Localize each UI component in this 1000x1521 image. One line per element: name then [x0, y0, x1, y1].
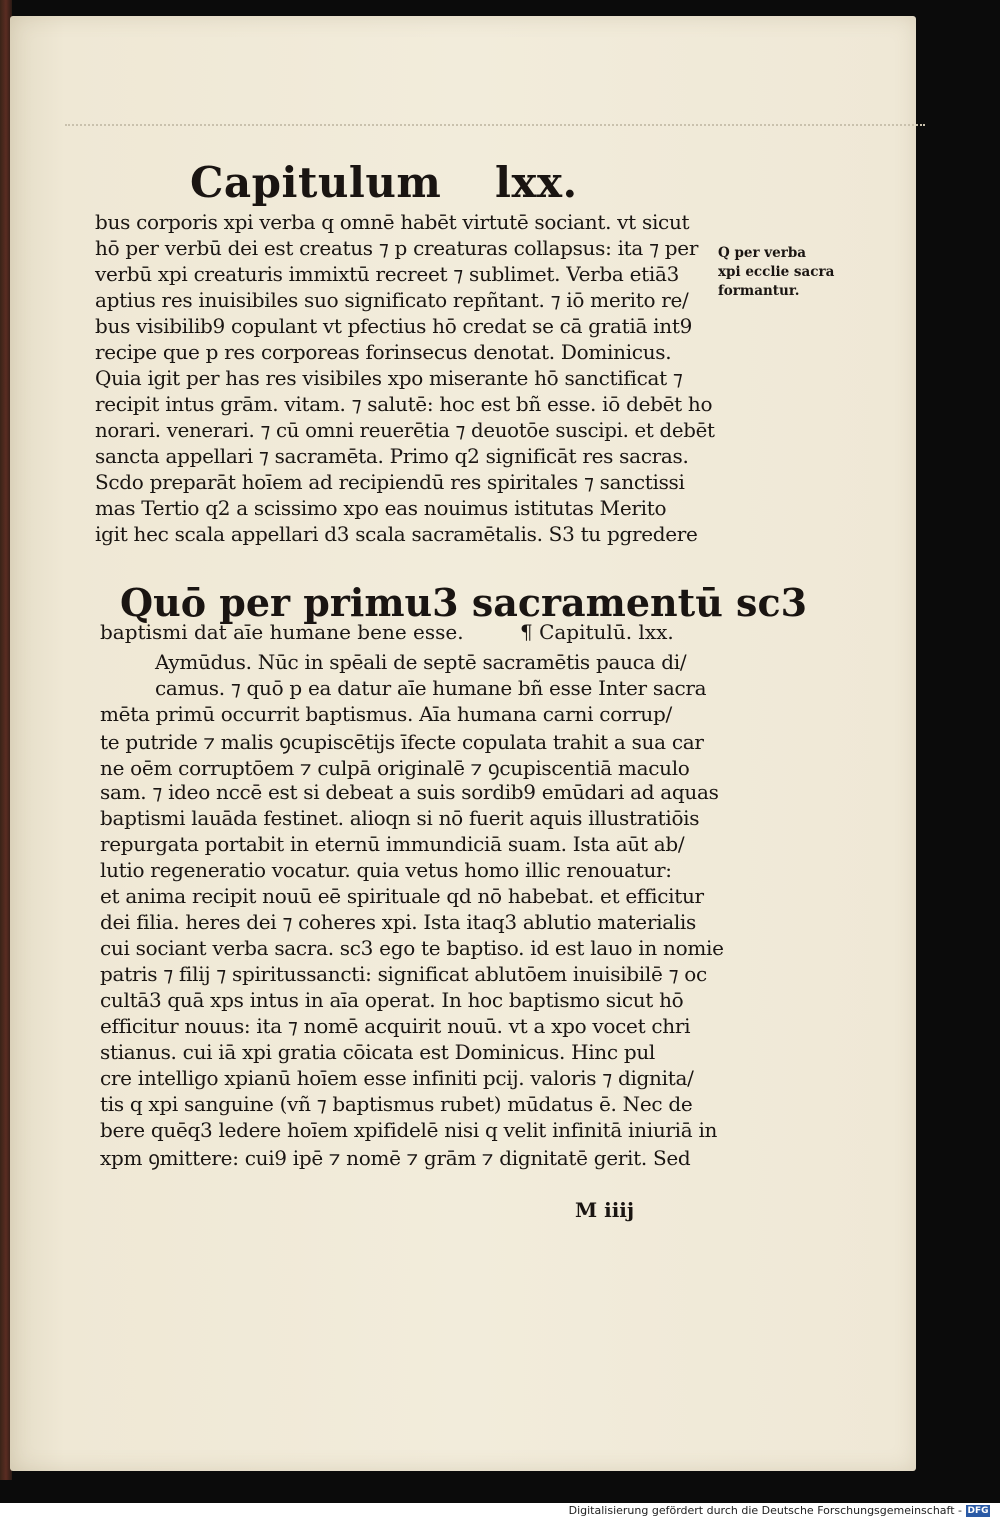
signature-mark: M iiij — [575, 1198, 635, 1222]
text-line: tis q xpi sanguine (vñ ⁊ baptismus rubet) mūdatus ē. Nec de — [100, 1092, 693, 1116]
text-line: ne oēm corruptōem ⁊ culpā originalē ⁊ ꝯcupiscentiā maculo — [100, 756, 690, 780]
text-line: norari. venerari. ⁊ cū omni reuerētia ⁊ deuotōe suscipi. et debēt — [95, 418, 715, 442]
text-line: bus visibilib9 copulant vt pfectius hō credat se cā gratiā int9 — [95, 314, 693, 338]
text-line: Quia igit per has res visibiles xpo miserante hō sanctificat ⁊ — [95, 366, 683, 390]
section-caption — [100, 620, 720, 650]
margin-note-line: formantur. — [718, 283, 800, 299]
dfg-logo[interactable]: DFG — [967, 1506, 989, 1516]
text-line: Aymūdus. Nūc in spēali de septē sacramētis pauca di/ — [155, 650, 687, 674]
text-line: bere quēq3 ledere hoīem xpifidelē nisi q velit infinitā iniuriā in — [100, 1118, 718, 1142]
text-line: baptismi lauāda festinet. alioqn si nō fuerit aquis illustratiōis — [100, 806, 700, 830]
chapter-header-word: Capitulum — [190, 158, 442, 207]
text-line: patris ⁊ filij ⁊ spiritussancti: significat ablutōem inuisibilē ⁊ oc — [100, 962, 707, 986]
text-line: mēta primū occurrit baptismus. Aīa humana carni corrup/ — [100, 702, 672, 726]
text-line: stianus. cui iā xpi gratia cōicata est Dominicus. Hinc pul — [100, 1040, 656, 1064]
text-line: cui sociant verba sacra. sc3 ego te baptiso. id est lauo in nomie — [100, 936, 724, 960]
caption-text: baptismi dat aīe humane bene esse. — [100, 620, 464, 644]
text-line: aptius res inuisibiles suo significato repñtant. ⁊ iō merito re/ — [95, 288, 689, 312]
text-line: recipe que p res corporeas forinsecus denotat. Dominicus. — [95, 340, 672, 364]
text-line: bus corporis xpi verba q omnē habēt virtutē sociant. vt sicut — [95, 210, 690, 234]
text-line: cultā3 quā xps intus in aīa operat. In hoc baptismo sicut hō — [100, 988, 684, 1012]
text-line: verbū xpi creaturis immixtū recreet ⁊ sublimet. Verba etiā3 — [95, 262, 679, 286]
text-line: efficitur nouus: ita ⁊ nomē acquirit nouū. vt a xpo vocet chri — [100, 1014, 691, 1038]
text-line: hō per verbū dei est creatus ⁊ p creaturas collapsus: ita ⁊ per — [95, 236, 699, 260]
text-line: te putride ⁊ malis ꝯcupiscētijs īfecte copulata trahit a sua car — [100, 730, 704, 754]
chapter-header-number: lxx. — [495, 158, 578, 207]
text-line: sancta appellari ⁊ sacramēta. Primo q2 significāt res sacras. — [95, 444, 689, 468]
text-line: mas Tertio q2 a scissimo xpo eas nouimus istitutas Merito — [95, 496, 667, 520]
text-line: Scdo preparāt hoīem ad recipiendū res spiritales ⁊ sanctissi — [95, 470, 685, 494]
footer-credit: Digitalisierung gefördert durch die Deutsche Forschungsgemeinschaft - — [568, 1504, 962, 1517]
text-line: cre intelligo xpianū hoīem esse infiniti pcij. valoris ⁊ dignita/ — [100, 1066, 694, 1090]
page-dotted-trace — [65, 124, 925, 126]
text-line: sam. ⁊ ideo nccē est si debeat a suis sordib9 emūdari ad aquas — [100, 780, 719, 804]
chapter-header — [190, 158, 610, 208]
margin-note-line: Q per verba — [718, 245, 807, 261]
text-line: dei filia. heres dei ⁊ coheres xpi. Ista itaq3 ablutio materialis — [100, 910, 696, 934]
text-line: xpm ꝯmittere: cui9 ipē ⁊ nomē ⁊ grām ⁊ dignitatē gerit. Sed — [100, 1146, 691, 1170]
text-line: igit hec scala appellari d3 scala sacramētalis. S3 tu pgredere — [95, 522, 698, 546]
text-line: camus. ⁊ quō p ea datur aīe humane bñ esse Inter sacra — [155, 676, 707, 700]
margin-note — [718, 244, 843, 301]
caption-chapter-label: ¶ Capitulū. lxx. — [520, 620, 674, 644]
text-line: repurgata portabit in eternū immundiciā suam. Ista aūt ab/ — [100, 832, 685, 856]
text-line: lutio regeneratio vocatur. quia vetus homo illic renouatur: — [100, 858, 672, 882]
margin-note-line: xpi ecclie sacra — [718, 264, 835, 280]
text-line: et anima recipit nouū eē spirituale qd nō habebat. et efficitur — [100, 884, 704, 908]
text-line: recipit intus grām. vitam. ⁊ salutē: hoc est bñ esse. iō debēt ho — [95, 392, 713, 416]
section-subheading: Quō per primu3 sacramentū sc3 — [120, 580, 808, 625]
